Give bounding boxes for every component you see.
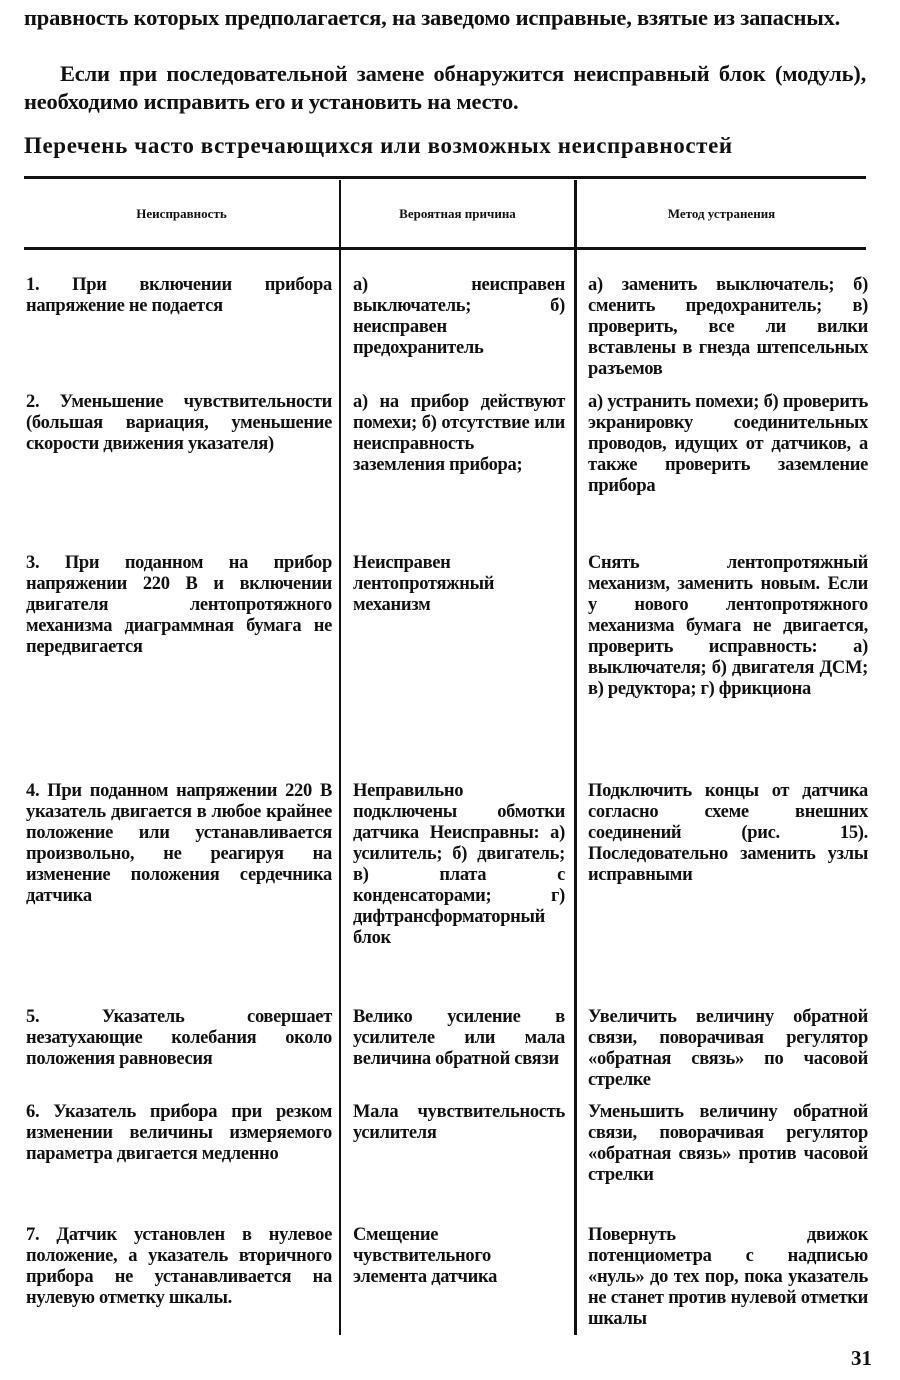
table-top-rule — [24, 176, 866, 179]
remedy-cell: а) заменить выключатель; б) сменить предохранитель; в) проверить, все ли вилки вставлены в гнезда штепсельных разъемов — [588, 275, 868, 379]
remedy-cell: а) устранить помехи; б) проверить экранировку соединительных проводов, идущих от датчиков, а также проверить заземление прибора — [588, 392, 868, 496]
cause-cell: Велико усиление в усилителе или мала величина обратной связи — [353, 1007, 565, 1069]
remedy-cell: Подключить концы от датчика согласно схеме внешних соединений (рис. 15). Последовательно заменить узлы исправными — [588, 781, 868, 885]
remedy-cell: Увеличить величину обратной связи, поворачивая регулятор «обратная связь» по часовой стрелке — [588, 1007, 868, 1090]
fault-cell: 6. Указатель прибора при резком изменении величины измеряемого параметра двигается медленно — [26, 1102, 332, 1164]
cause-cell: а) на прибор действуют помехи; б) отсутствие или неисправность заземления прибора; — [353, 392, 565, 475]
table-header-rule — [24, 247, 866, 250]
header-remedy: Метод устранения — [667, 205, 776, 221]
cause-cell: Мала чувствительность усилителя — [353, 1102, 565, 1143]
cause-cell: а) неисправен выключатель; б) неисправен предохранитель — [353, 275, 565, 358]
column-divider — [574, 180, 577, 1335]
remedy-cell: Снять лентопротяжный механизм, заменить новым. Если у нового лентопротяжного механизма бумага не двигается, проверить исправность: а) выключателя; б) двигателя ДСМ; в) редуктора; г) фрикциона — [588, 553, 868, 699]
fault-cell: 1. При включении прибора напряжение не подается — [26, 275, 332, 316]
fault-cell: 4. При поданном напряжении 220 В указатель двигается в любое крайнее положение или устанавливается произвольно, не реагируя на изменение положения сердечника датчика — [26, 781, 332, 906]
paragraph-continuation: правность которых предполагается, на заведомо исправные, взятые из запасных. — [24, 5, 841, 30]
cause-cell: Неправильно подключены обмотки датчика Неисправны: а) усилитель; б) двигатель; в) плата с конденсаторами; г) дифтрансформаторный блок — [353, 781, 565, 948]
paragraph-replace-module: Если при последовательной замене обнаружится неисправный блок (модуль), необходимо исправить его и установить на место. — [24, 61, 866, 114]
fault-cell: 5. Указатель совершает незатухающие колебания около положения равновесия — [26, 1007, 332, 1069]
column-divider — [339, 180, 341, 1335]
cause-cell: Смещение чувствительного элемента датчика — [353, 1225, 498, 1287]
fault-cell: 2. Уменьшение чувствительности (большая вариация, уменьшение скорости движения указателя) — [26, 392, 332, 454]
header-cause: Вероятная причина — [399, 205, 516, 221]
table-title: Перечень часто встречающихся или возможных неисправностей — [24, 133, 733, 158]
fault-cell: 3. При поданном на прибор напряжении 220 В и включении двигателя лентопротяжного механизма диаграммная бумага не передвигается — [26, 553, 332, 657]
page-number: 31 — [851, 1346, 872, 1370]
header-fault: Неисправность — [136, 205, 227, 221]
fault-cell: 7. Датчик установлен в нулевое положение, а указатель вторичного прибора не устанавливается на нулевую отметку шкалы. — [26, 1225, 332, 1308]
remedy-cell: Уменьшить величину обратной связи, поворачивая регулятор «обратная связь» против часовой стрелки — [588, 1102, 868, 1185]
remedy-cell: Повернуть движок потенциометра с надписью «нуль» до тех пор, пока указатель не станет против нулевой отметки шкалы — [588, 1225, 868, 1329]
cause-cell: Неисправен лентопротяжный механизм — [353, 553, 495, 615]
